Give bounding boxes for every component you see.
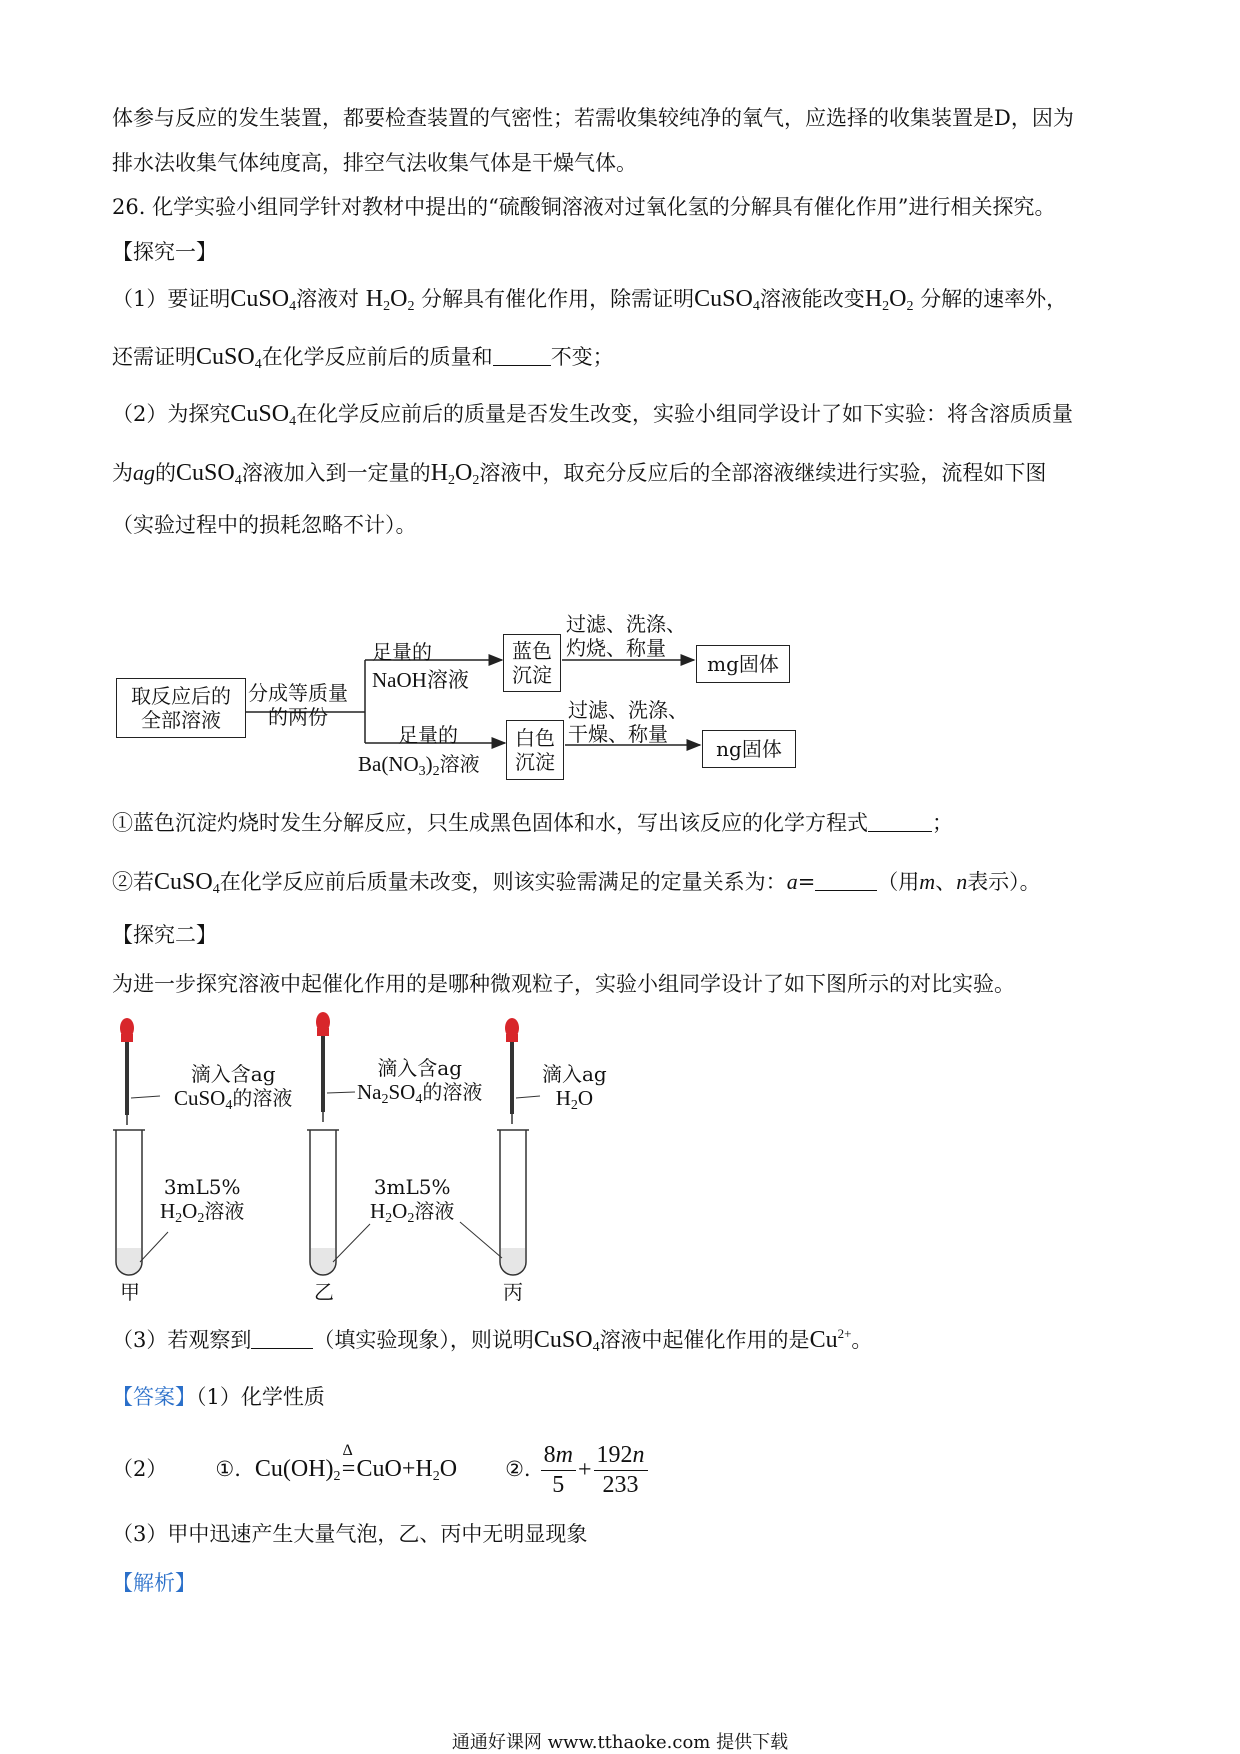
dropper-1 <box>120 1018 160 1125</box>
answer-3: （3）甲中迅速产生大量气泡，乙、丙中无明显现象 <box>112 1522 588 1546</box>
experiment-intro: 为进一步探究溶液中起催化作用的是哪种微观粒子，实验小组同学设计了如下图所示的对比实验。 <box>112 972 1015 996</box>
tube-1-solution-label: 3mL5% $H_2O_2$溶液 <box>160 1175 245 1226</box>
question-2-line1: （2）为探究CuSO$_4$在化学反应前后的质量是否发生改变，实验小组同学设计了如下实验：将含溶质质量 <box>112 401 1074 429</box>
question-2-line2: 为ag的CuSO$_4$溶液加入到一定量的$H_2O_2$溶液中，取充分反应后的全部溶液继续进行实验，流程如下图 <box>112 460 1047 488</box>
tube-1-drop-label: 滴入含ag CuSO$_4$的溶液 <box>174 1062 293 1113</box>
flow-blue-precipitate-box: 蓝色 沉淀 <box>503 634 561 692</box>
question-3: （3）若观察到 （填实验现象），则说明CuSO$_4$溶液中起催化作用的是$Cu^{2+}$。 <box>112 1326 873 1355</box>
fraction-192n-over-233: $\frac{192n}{233}$ <box>594 1441 648 1500</box>
answer-blank <box>493 345 551 366</box>
test-tube-3 <box>460 1130 529 1275</box>
answer-blank <box>815 870 877 891</box>
question-stem: 26. 化学实验小组同学针对教材中提出的“硫酸铜溶液对过氧化氢的分解具有催化作用”进行相关探究。 <box>112 195 1056 219</box>
dropper-2 <box>316 1012 355 1122</box>
analysis-tag: 【解析】 <box>112 1571 196 1595</box>
question-1-line1: （1）要证明CuSO$_4$溶液对 $H_2O_2$ 分解具有催化作用，除需证明CuSO$_4$溶液能改变$H_2O_2$ 分解的速率外， <box>112 286 1068 314</box>
answer-blank <box>868 811 932 832</box>
flow-split-label: 分成等质量 的两份 <box>248 681 348 729</box>
paragraph-line: 排水法收集气体纯度高，排空气法收集气体是干燥气体。 <box>112 151 637 175</box>
flow-bottom-reagent-name: $Ba(NO_3)_2$溶液 <box>358 752 480 779</box>
paragraph-line: 体参与反应的发生装置，都要检查装置的气密性；若需收集较纯净的氧气，应选择的收集装置是D，因为 <box>112 106 1074 130</box>
tube-2-label: 乙 <box>314 1280 334 1304</box>
flow-m-solid-box: mg固体 <box>696 645 790 683</box>
flow-top-reagent-label: 足量的 <box>372 640 432 664</box>
tube-2-drop-label: 滴入含ag $Na_2SO_4$的溶液 <box>357 1056 483 1107</box>
flow-bottom-operations: 过滤、洗涤、 干燥、称量 <box>568 698 688 746</box>
tube-1-label: 甲 <box>120 1280 140 1304</box>
page-footer: 通通好课网 www.tthaoke.com 提供下载 <box>451 1732 789 1753</box>
test-tube-2 <box>307 1130 370 1275</box>
answer-blank <box>251 1328 313 1349</box>
answer-tag: 【答案】 <box>112 1385 196 1409</box>
sub-question-2: ②若CuSO$_4$在化学反应前后质量未改变，则该实验需满足的定量关系为：a= （用m、n表示）。 <box>112 869 1041 897</box>
question-1-line2: 还需证明CuSO$_4$在化学反应前后的质量和 不变； <box>112 344 614 372</box>
question-2-line3: （实验过程中的损耗忽略不计）。 <box>112 513 417 537</box>
flow-bottom-reagent-label: 足量的 <box>398 723 458 747</box>
flow-n-solid-box: ng固体 <box>702 730 796 768</box>
fraction-8m-over-5: $\frac{8m}{5}$ <box>541 1441 576 1500</box>
flow-white-precipitate-box: 白色 沉淀 <box>506 720 564 780</box>
decomposition-equation: $Cu(OH)_2$ Δ $=CuO+H_2O$ <box>254 1441 458 1484</box>
tube-3-label: 丙 <box>503 1280 523 1304</box>
tube-3-drop-label: 滴入ag $H_2O$ <box>542 1062 607 1113</box>
flow-top-operations: 过滤、洗涤、 灼烧、称量 <box>566 612 686 660</box>
sub-question-1: ①蓝色沉淀灼烧时发生分解反应，只生成黑色固体和水，写出该反应的化学方程式 ； <box>112 811 953 835</box>
section-heading: 【探究二】 <box>112 923 217 947</box>
answer-1: 【答案】（1）化学性质 <box>112 1385 325 1409</box>
dropper-3 <box>505 1018 540 1124</box>
tube-2-solution-label: 3mL5% $H_2O_2$溶液 <box>370 1175 455 1226</box>
answer-2: （2） ①. $Cu(OH)_2$ Δ $=CuO+H_2O$ ②. $\frac{8m}{5}$ + $\frac{192n}{233}$ <box>112 1440 650 1500</box>
section-heading: 【探究一】 <box>112 240 217 264</box>
flow-top-reagent-name: NaOH溶液 <box>372 668 469 692</box>
flow-start-box: 取反应后的 全部溶液 <box>116 678 246 738</box>
